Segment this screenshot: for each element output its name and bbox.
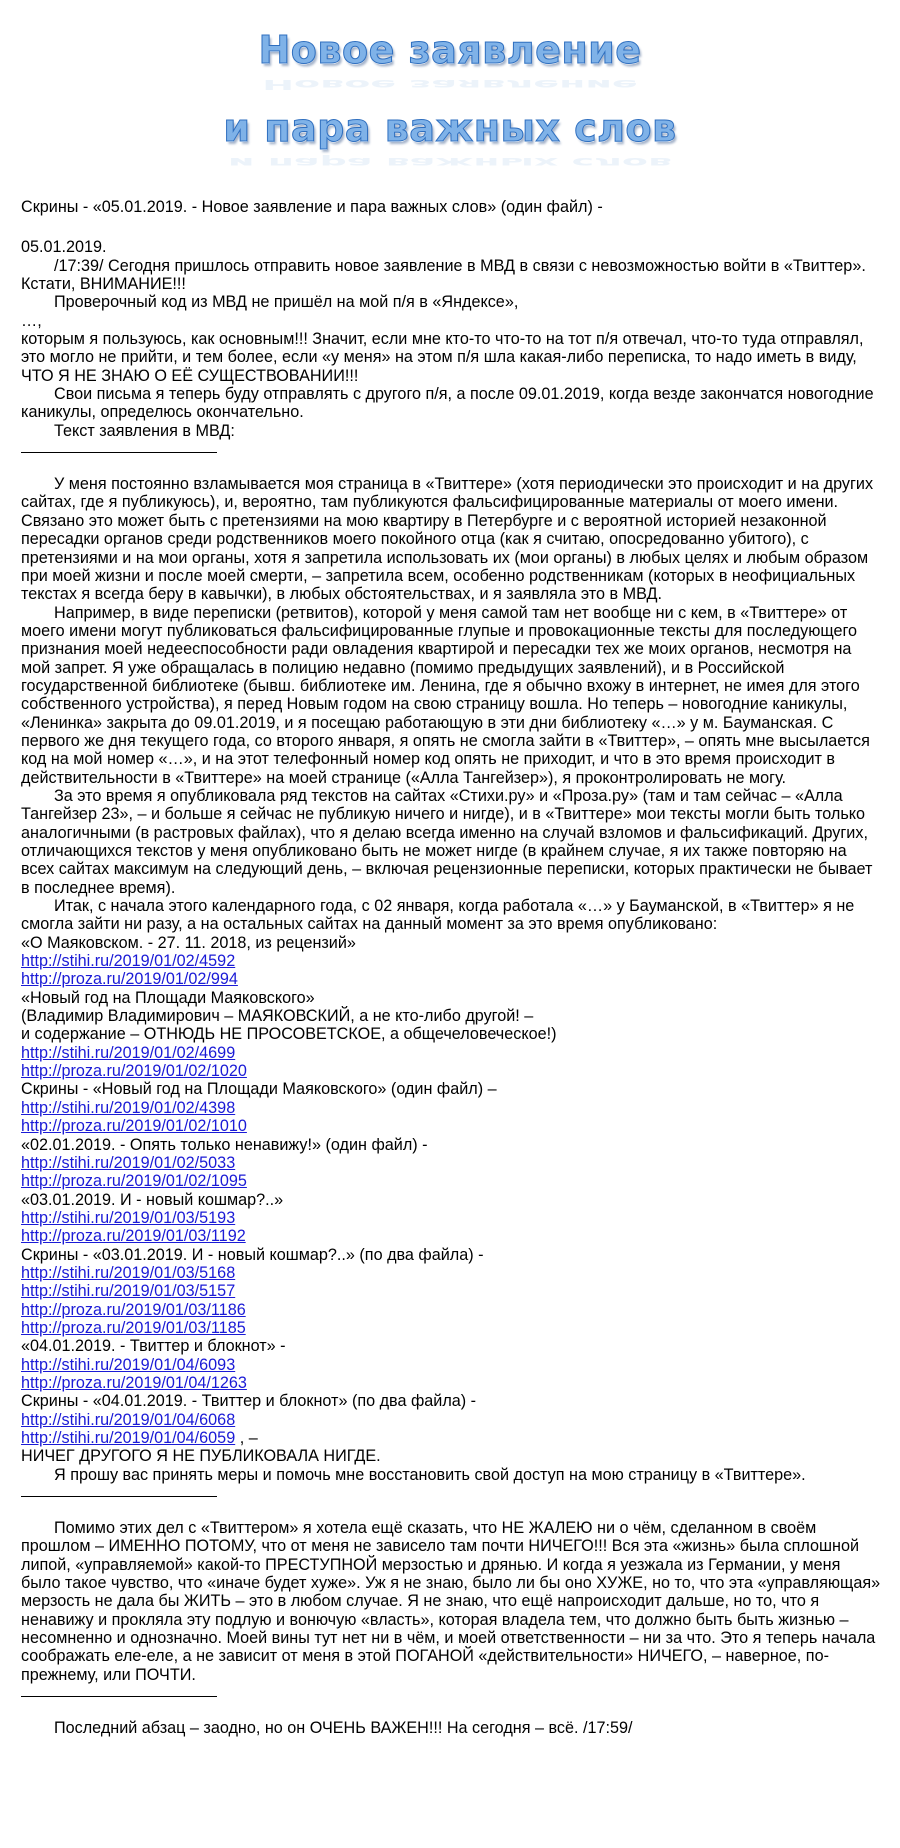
page-title-line-1: Новое заявление	[258, 28, 642, 72]
nothing-else-statement: НИЧЕГ ДРУГОГО Я НЕ ПУБЛИКОВАЛА НИГДЕ.	[21, 1447, 381, 1466]
pub-title: «Новый год на Площади Маяковского»	[21, 988, 315, 1007]
title-reflection-1: Новое заявление	[262, 76, 638, 92]
pub-link[interactable]: http://stihi.ru/2019/01/02/5033	[21, 1153, 236, 1172]
page-title-line-2: и пара важных слов	[223, 106, 677, 150]
afterword-paragraph-2: Последний абзац – заодно, но он ОЧЕНЬ ВАЖЕН!!! На сегодня – всё. /17:59/	[54, 1719, 633, 1738]
pub-title: «04.01.2019. - Твиттер и блокнот» -	[21, 1337, 286, 1356]
pub-title: «03.01.2019. И - новый кошмар?..»	[21, 1190, 284, 1209]
intro-paragraph-2: Проверочный код из МВД не пришёл на мой п/я в «Яндексе»,	[54, 293, 519, 312]
pub-link[interactable]: http://stihi.ru/2019/01/04/6093	[21, 1355, 236, 1374]
pub-note: (Владимир Владимирович – МАЯКОВСКИЙ, а не кто-либо другой! –	[21, 1007, 534, 1026]
pub-link[interactable]: http://proza.ru/2019/01/02/1020	[21, 1062, 247, 1081]
intro-paragraph-5: Текст заявления в МВД:	[54, 421, 235, 440]
pub-link[interactable]: http://proza.ru/2019/01/02/1010	[21, 1117, 247, 1136]
pub-title: Скрины - «04.01.2019. - Твиттер и блокнот» (по два файла) -	[21, 1392, 477, 1411]
pub-title: «О Маяковском. - 27. 11. 2018, из рецензий»	[21, 933, 356, 952]
intro-paragraph-1: /17:39/ Сегодня пришлось отправить новое заявление в МВД в связи с невозможностью войти в «Твиттер». Кстати, ВНИМАНИЕ!!!	[21, 256, 866, 294]
pub-link[interactable]: http://stihi.ru/2019/01/04/6059	[21, 1429, 236, 1447]
statement-paragraph-4: Итак, с начала этого календарного года, с 02 января, когда работала «…» у Бауманской, в «Твиттер» я не смогла зайти ни разу, а на остальных сайтах на данный момент за это время опубликовано:	[21, 897, 855, 934]
pub-link[interactable]: http://stihi.ru/2019/01/03/5168	[21, 1263, 236, 1282]
statement-paragraph-3: За это время я опубликовала ряд текстов на сайтах «Стихи.ру» и «Проза.ру» (там и там сейчас – «Алла Тангейзер 23», – и больше я сейчас не публикую ничего и нигде), и в «Твиттере» мои тексты могли быть только аналогичными (в растровых файлах), что я делаю всегда именно на случай взломов и фальсификаций. Других, отличающихся текстов у меня опубликовано быть не может нигде (в крайнем случае, я их также повторяю на всех сайтах максимум на следующий день, – включая рецензионные переписки, которых практически не бывает в последнее время).	[21, 786, 873, 897]
pub-title: «02.01.2019. - Опять только ненавижу!» (один файл) -	[21, 1135, 428, 1154]
pub-link[interactable]: http://proza.ru/2019/01/03/1192	[21, 1227, 246, 1246]
intro-paragraph-4: Свои письма я теперь буду отправлять с другого п/я, а после 09.01.2019, когда везде закончатся новогодние каникулы, определюсь окончательно.	[21, 385, 874, 422]
intro-ellipsis: …,	[21, 311, 42, 330]
title-reflection-2: и пара важных слов	[227, 154, 673, 170]
pub-link[interactable]: http://stihi.ru/2019/01/03/5157	[21, 1282, 236, 1301]
pub-link[interactable]: http://stihi.ru/2019/01/04/6068	[21, 1410, 236, 1429]
pub-link[interactable]: http://proza.ru/2019/01/02/1095	[21, 1172, 247, 1191]
pub-link[interactable]: http://stihi.ru/2019/01/02/4699	[21, 1043, 236, 1062]
pub-link[interactable]: http://proza.ru/2019/01/03/1185	[21, 1318, 246, 1337]
pub-title: Скрины - «Новый год на Площади Маяковского» (один файл) –	[21, 1080, 497, 1099]
afterword-paragraph-1: Помимо этих дел с «Твиттером» я хотела ещё сказать, что НЕ ЖАЛЕЮ ни о чём, сделанном в своём прошлом – ИМЕННО ПОТОМУ, что от меня не зависело там почти НИЧЕГО!!! Вся эта «жизнь» была сплошной липой, «управляемой» какой-то ПРЕСТУПНОЙ мерзостью и дрянью. И когда я уезжала из Германии, у меня было такое чувство, что «иначе будет хуже». Уж я не знаю, было ли бы оно ХУЖЕ, но то, что эта «управляющая» мерзость не дала бы ЖИТЬ – это в любом случае. Я не знаю, что ещё напроисходит дальше, но то, что я ненавижу и прокляла эту подлую и вонючую «власть», которая владела тем, что должно быть быть жизнью – несомненно и однозначно. Моей вины тут нет ни в чём, и моей ответственности – ни за что. Это я теперь начала соображать еле-еле, а не зависит от меня в этой ПОГАНОЙ «действительности» НИЧЕГО, – наверное, по-прежнему, или ПОЧТИ.	[21, 1519, 881, 1684]
pub-link[interactable]: http://proza.ru/2019/01/03/1186	[21, 1300, 246, 1319]
pub-link[interactable]: http://proza.ru/2019/01/02/994	[21, 970, 238, 989]
entry-date: 05.01.2019.	[21, 238, 107, 257]
pub-note: и содержание – ОТНЮДЬ НЕ ПРОСОВЕТСКОЕ, а общечеловеческое!)	[21, 1025, 557, 1044]
pub-title: Скрины - «03.01.2019. И - новый кошмар?..» (по два файла) -	[21, 1245, 484, 1264]
request-paragraph: Я прошу вас принять меры и помочь мне восстановить свой доступ на мою страницу в «Твиттере».	[54, 1465, 806, 1484]
pub-link-suffix: , –	[235, 1429, 258, 1447]
pub-link[interactable]: http://stihi.ru/2019/01/02/4592	[21, 952, 236, 971]
pub-link[interactable]: http://stihi.ru/2019/01/02/4398	[21, 1098, 236, 1117]
document-body	[21, 198, 883, 1737]
pub-link[interactable]: http://stihi.ru/2019/01/03/5193	[21, 1208, 236, 1227]
statement-paragraph-2: Например, в виде переписки (ретвитов), которой у меня самой там нет вообще ни с кем, в «Твиттере» от моего имени могут публиковаться фальсифицированные глупые и провокационные тексты для последующего признания моей недееспособности ради овладения квартирой и пересадки тех же моих органов, несмотря на мой запрет. Я уже обращалась в полицию недавно (помимо предыдущих заявлений), и в Российской государственной библиотеке (бывш. библиотеке им. Ленина, где я обычно вхожу в интернет, не имея для этого собственного устройства), я перед Новым годом на свою страницу вошла. Но теперь – новогодние каникулы, «Ленинка» закрыта до 09.01.2019, и я посещаю работающую в эти дни библиотеку «…» у м. Бауманская. С первого же дня текущего года, со второго января, я опять не смогла зайти в «Твиттер», – опять мне высылается код на мой номер «…», и на этот телефонный номер код опять не приходит, и что в это время происходит в действительности в «Твиттере» на моей странице («Алла Тангейзер»), я проконтролировать не могу.	[21, 603, 870, 787]
pub-link[interactable]: http://proza.ru/2019/01/04/1263	[21, 1373, 247, 1392]
statement-paragraph-1: У меня постоянно взламывается моя страница в «Твиттере» (хотя периодически это происходит и на других сайтах, где я публикуюсь), и, вероятно, там публикуются фальсифицированные материалы от моего имени. Связано это может быть с претензиями на мою квартиру в Петербурге и с вероятной историей незаконной пересадки органов среди родственников моего покойного отца (как я считаю, опосредованно убитого), с претензиями и на мои органы, хотя я запретила использовать их (мои органы) в любых целях и любым образом при моей жизни и после моей смерти, – запретила всем, особенно родственникам (которых в неофициальных текстах я всегда беру в кавычки), в любых обстоятельствах, и я заявляла это в МВД.	[21, 475, 874, 604]
screens-caption: Скрины - «05.01.2019. - Новое заявление и пара важных слов» (один файл) -	[21, 198, 603, 216]
intro-paragraph-3: которым я пользуюсь, как основным!!! Значит, если мне кто-то что-то на тот п/я отвечал, что-то туда отправлял, это могло не прийти, и тем более, если «у меня» на этом п/я шла какая-либо переписка, то надо иметь в виду, ЧТО Я НЕ ЗНАЮ О ЕЁ СУЩЕСТВОВАНИИ!!!	[21, 330, 864, 385]
